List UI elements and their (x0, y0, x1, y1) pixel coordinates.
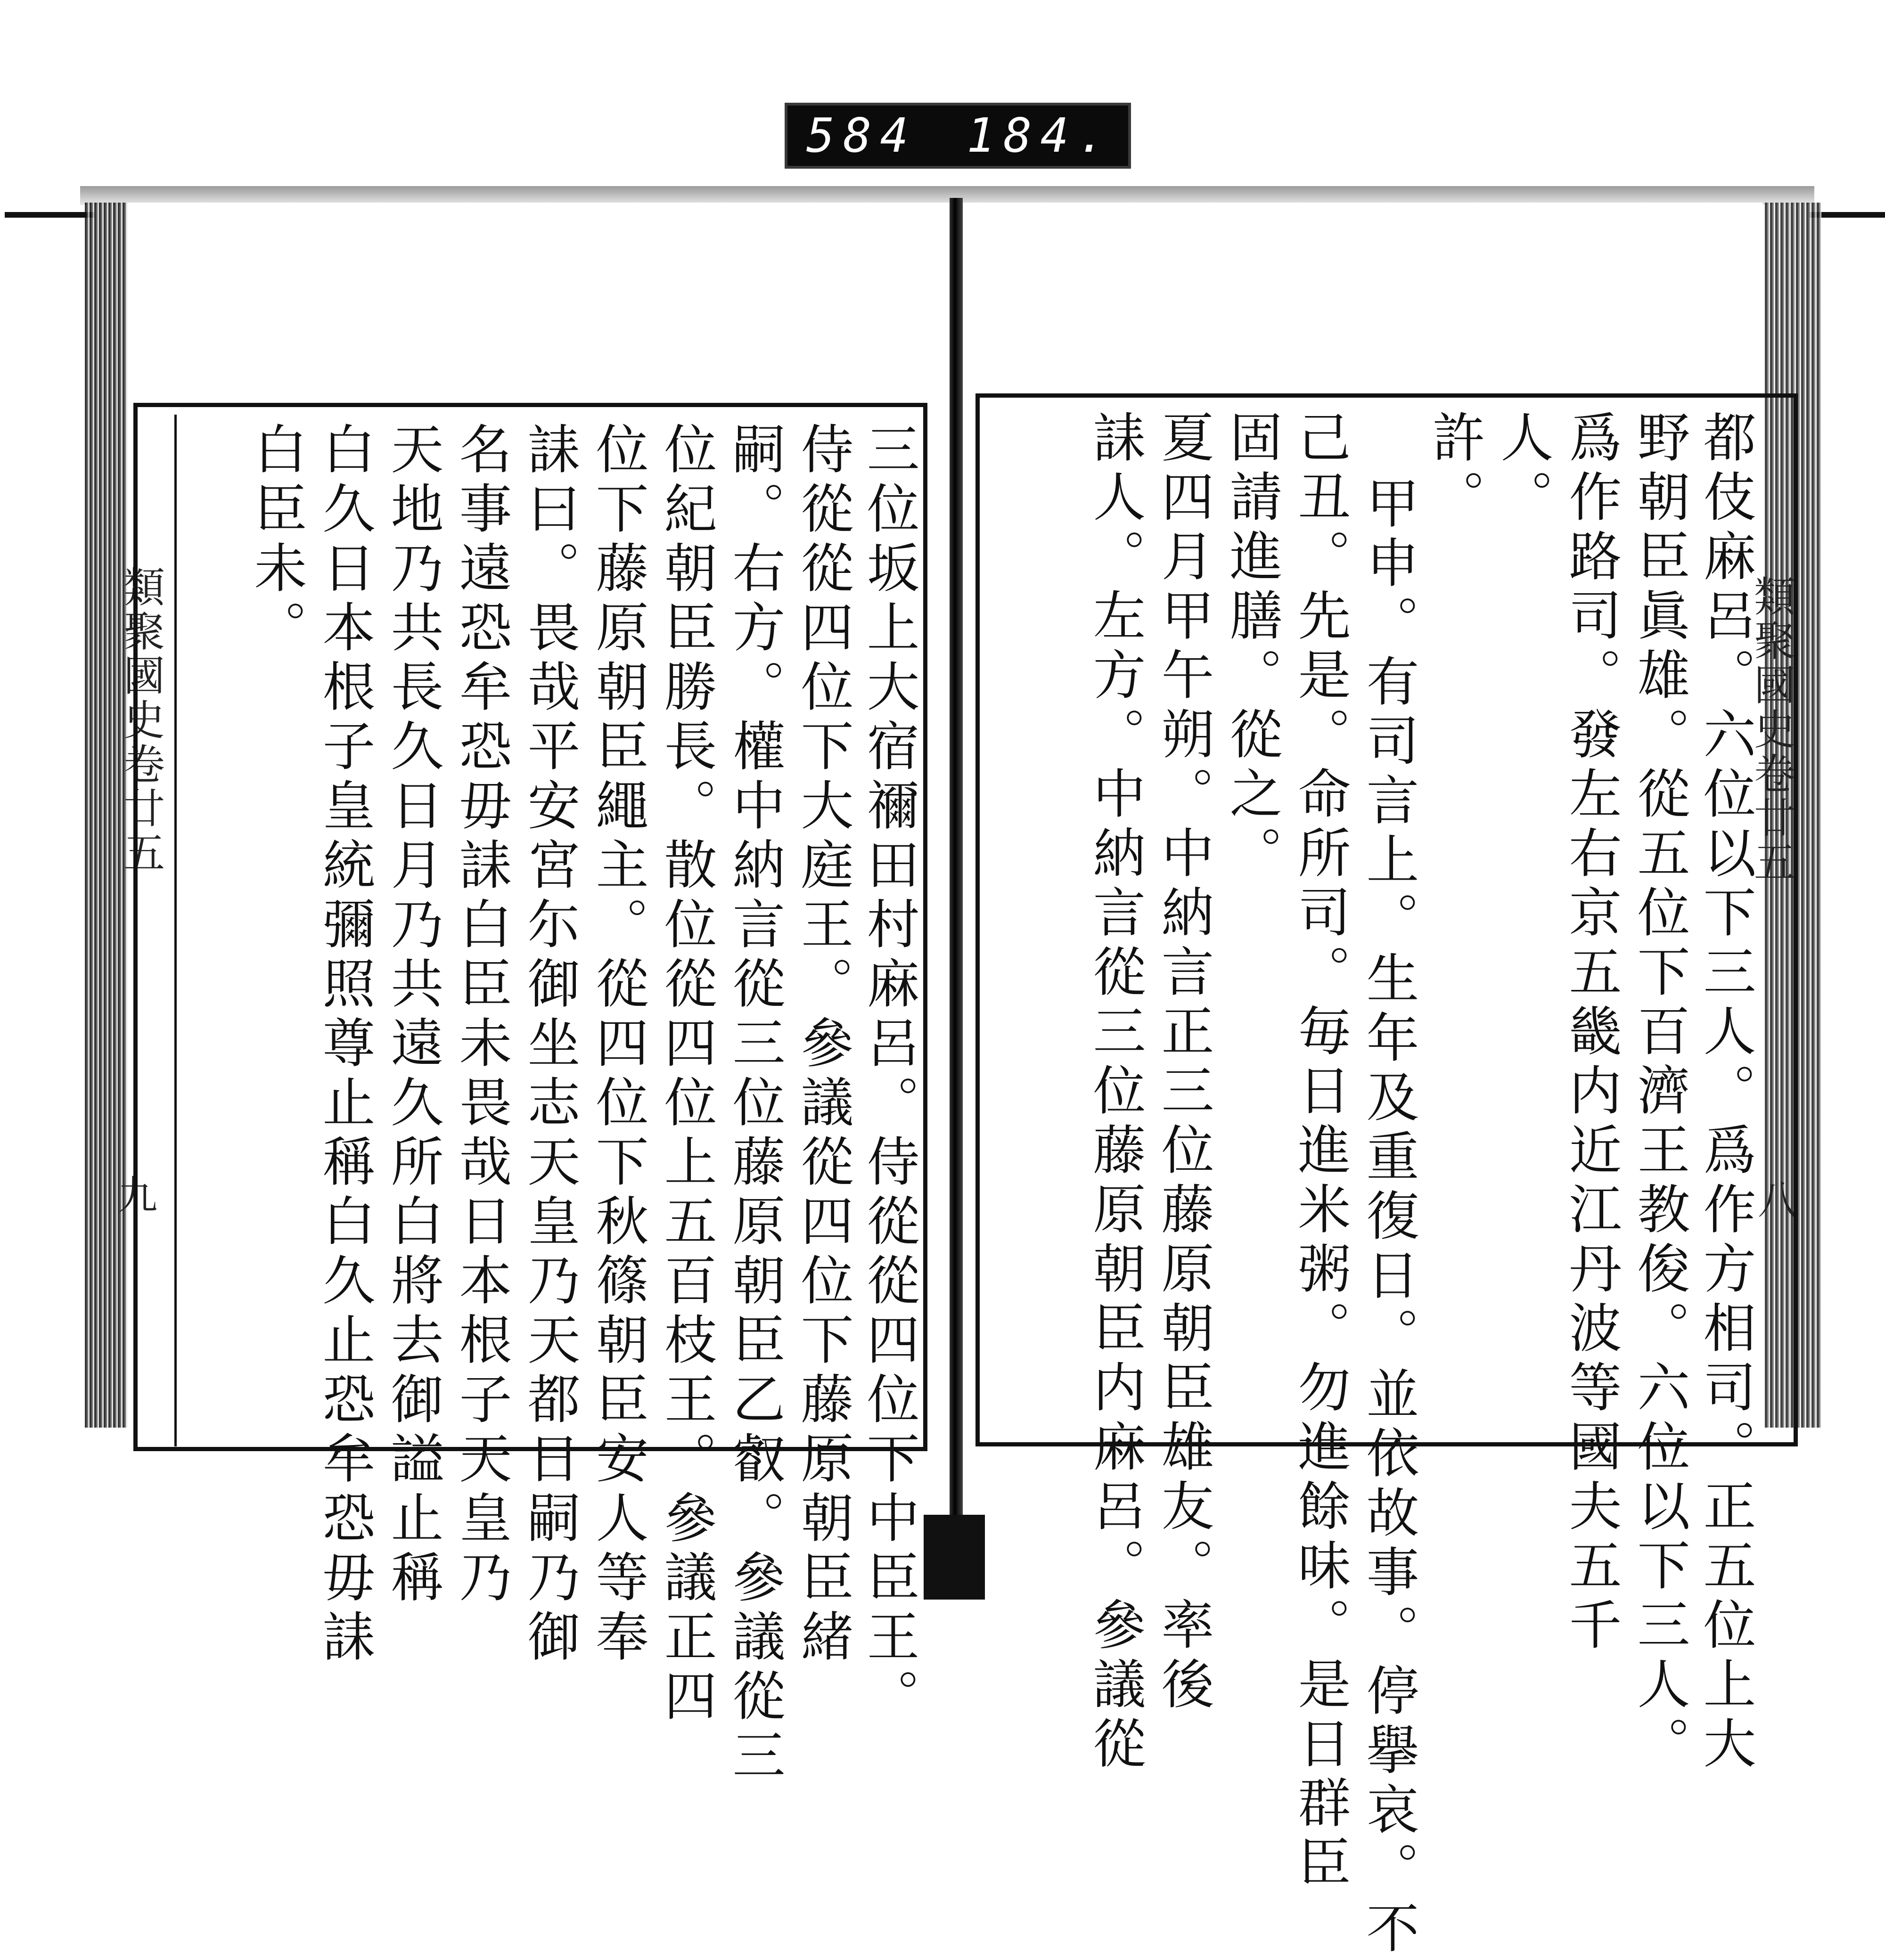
spine-foot (924, 1515, 985, 1600)
right-text-column: 野朝臣眞雄。從五位下百濟王教俊。六位以下三人。 (1629, 410, 1690, 1775)
right-page-number: 八 (1758, 1177, 1798, 1223)
right-text-column: 己丑。先是。命所司。毎日進米粥。勿進餘味。是日群臣 (1289, 410, 1351, 1894)
left-text-column: 天地乃共長久日月乃共遠久所白將去御謚止稱 (382, 422, 443, 1609)
left-bar (5, 212, 94, 218)
right-text-column: 甲申。有司言上。生年及重復日。並依故事。停擧哀。不 (1358, 476, 1419, 1960)
frame-number-right: 184. (967, 108, 1114, 163)
left-text-column: 白臣未。 (246, 422, 307, 659)
left-text-column: 誄曰。畏哉平安宮尓御坐志天皇乃天都日嗣乃御 (519, 422, 580, 1668)
left-margin-title: 類聚國史卷廿五 (117, 565, 165, 875)
left-inner-rule (174, 415, 177, 1446)
right-margin-title: 類聚國史卷廿五 (1747, 575, 1796, 885)
left-text-column: 白久日本根子皇統彌照尊止稱白久止恐牟恐毋誄 (314, 422, 375, 1668)
left-text-column: 侍從從四位下大庭王。參議從四位下藤原朝臣緒 (792, 422, 853, 1668)
right-text-column: 誄人。左方。中納言從三位藤原朝臣内麻呂。參議從 (1084, 410, 1146, 1775)
right-text-column: 都伎麻呂。六位以下三人。爲作方相司。正五位上大 (1695, 410, 1756, 1775)
right-text-column: 夏四月甲午朔。中納言正三位藤原朝臣雄友。率後 (1153, 410, 1214, 1716)
book-spine (950, 198, 963, 1600)
right-text-column: 固請進膳。從之。 (1221, 410, 1282, 885)
left-text-column: 嗣。右方。權中納言從三位藤原朝臣乙叡。參議從三 (724, 422, 785, 1787)
right-text-column: 許。 (1424, 410, 1485, 529)
frame-number-left: 584 (806, 108, 917, 163)
left-text-column: 位紀朝臣勝長。散位從四位上五百枝王。參議正四 (656, 422, 717, 1728)
right-text-column: 人。 (1492, 410, 1553, 529)
top-shadow (80, 186, 1814, 205)
right-text-column: 爲作路司。發左右京五畿内近江丹波等國夫五千 (1560, 410, 1622, 1657)
left-text-column: 位下藤原朝臣繩主。從四位下秋篠朝臣安人等奉 (587, 422, 648, 1668)
frame-number-label (785, 103, 1131, 169)
left-page-number: 九 (118, 1172, 158, 1218)
left-text-column: 三位坂上大宿禰田村麻呂。侍從從四位下中臣王。 (858, 422, 919, 1728)
left-text-column: 名事遠恐牟恐毋誄白臣未畏哉日本根子天皇乃 (451, 422, 512, 1609)
